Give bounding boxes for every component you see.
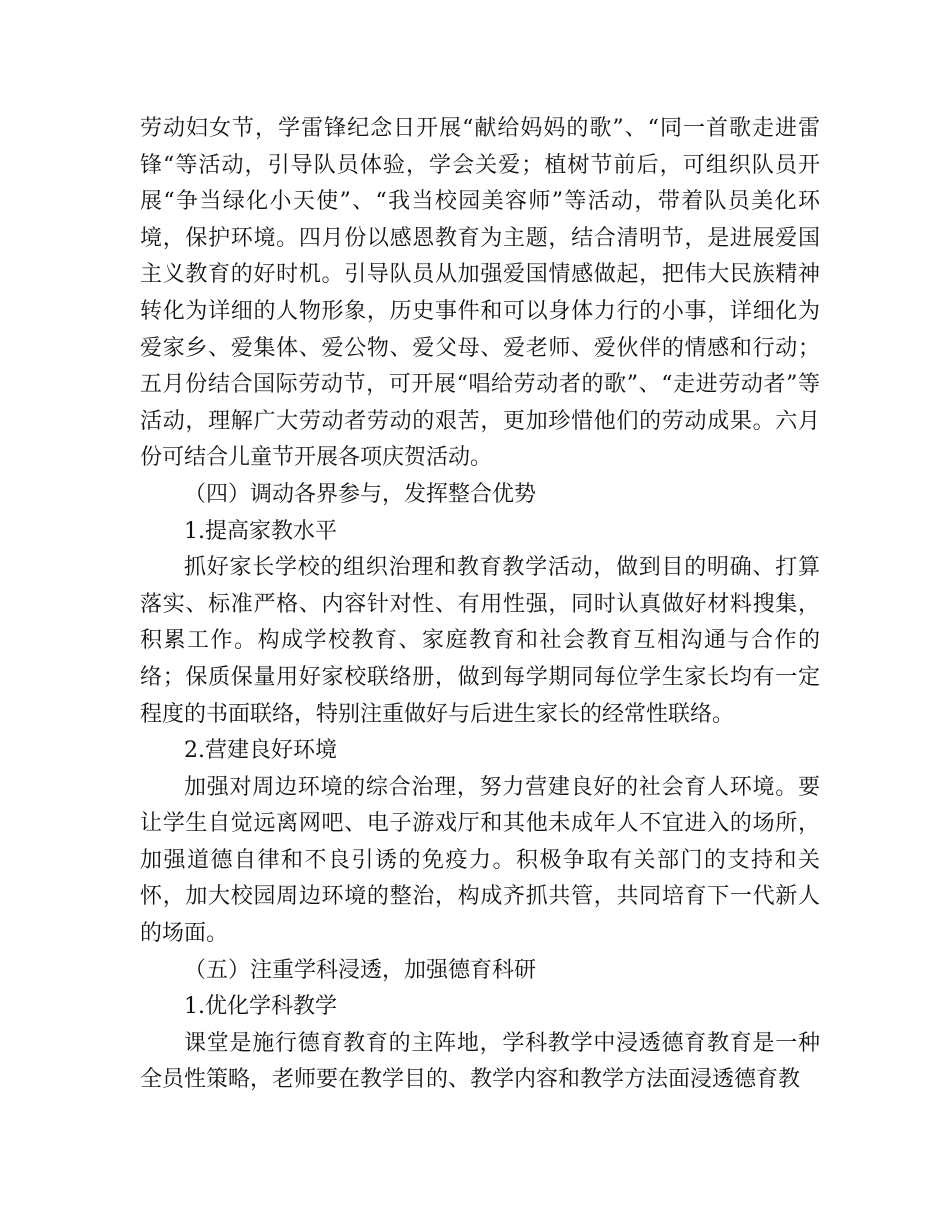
paragraph-festival-activities: 劳动妇女节，学雷锋纪念日开展“献给妈妈的歌”、“同一首歌走进雷锋“等活动，引导队员体验，学会关爱；植树节前后，可组织队员开展“争当绿化小天使”、“我当校园美容师”等活动，带着队员美化环境，保护环境。四月份以感恩教育为主题，结合清明节，是进展爱国主义教育的好时机。引导队员从加强爱国情感做起，把伟大民族精神转化为详细的人物形象，历史事件和可以身体力行的小事，详细化为爱家乡、爱集体、爱公物、爱父母、爱老师、爱伙伴的情感和行动；五月份结合国际劳动节，可开展“唱给劳动者的歌”、“走进劳动者”等活动，理解广大劳动者劳动的艰苦，更加珍惜他们的劳动成果。六月份可结合儿童节开展各项庆贺活动。 <box>140 116 820 471</box>
subheading-environment: 2.营建良好环境 <box>184 738 337 764</box>
section-heading-4: （四）调动各界参与，发挥整合优势 <box>184 481 537 507</box>
paragraph-family-education: 抓好家长学校的组织治理和教育教学活动，做到目的明确、打算落实、标准严格、内容针对性、有用性强，同时认真做好材料搜集，积累工作。构成学校教育、家庭教育和社会教育互相沟通与合作的络；保质保量用好家校联络册，做到每学期同每位学生家长均有一定程度的书面联络，特别注重做好与后进生家长的经常性联络。 <box>140 555 820 727</box>
section-heading-5: （五）注重学科浸透，加强德育科研 <box>184 957 537 983</box>
paragraph-subject-teaching: 课堂是施行德育教育的主阵地，学科教学中浸透德育教育是一种全员性策略，老师要在教学目的、教学内容和教学方法面浸透德育教 <box>140 1030 820 1093</box>
document-body <box>140 111 820 1099</box>
subheading-family-education: 1.提高家教水平 <box>184 518 337 544</box>
paragraph-environment: 加强对周边环境的综合治理，努力营建良好的社会育人环境。要让学生自觉远离网吧、电子游戏厅和其他未成年人不宜进入的场所，加强道德自律和不良引诱的免疫力。积极争取有关部门的支持和关怀，加大校园周边环境的整治，构成齐抓共管，共同培育下一代新人的场面。 <box>140 774 820 947</box>
subheading-subject-teaching: 1.优化学科教学 <box>184 994 337 1020</box>
